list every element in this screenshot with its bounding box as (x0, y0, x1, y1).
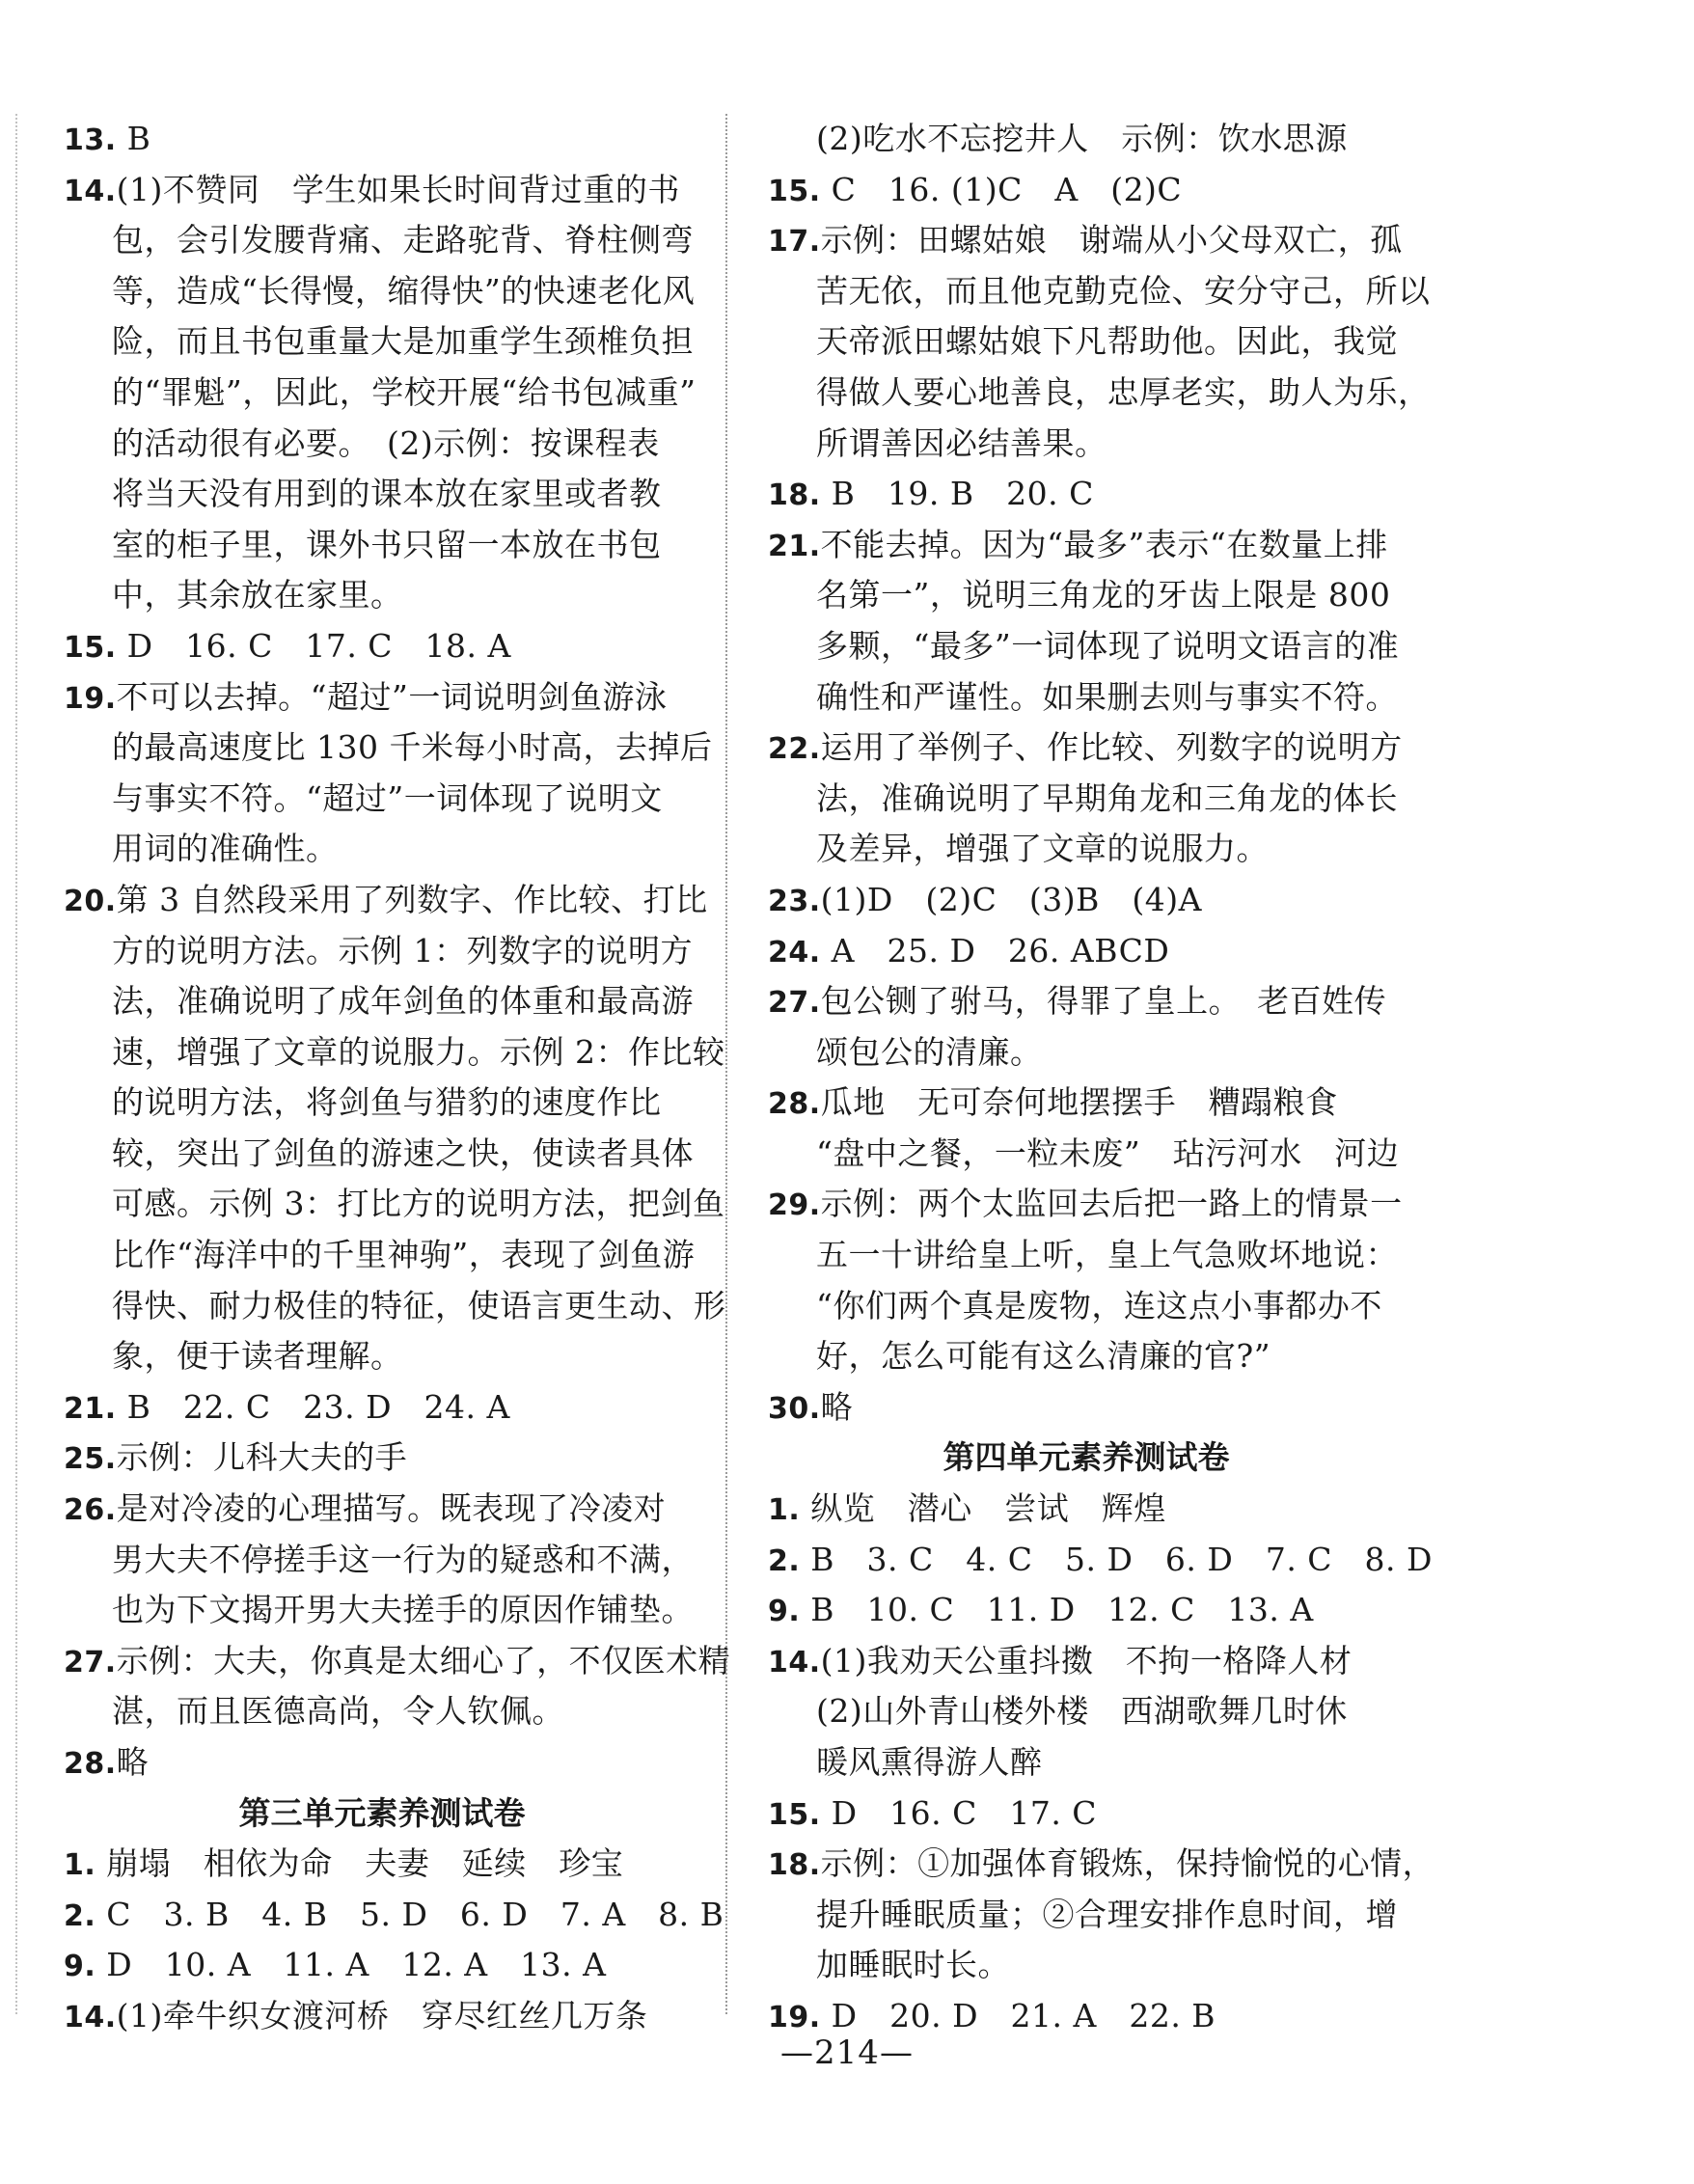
answer-text: (1)我劝天公重抖擞 不拘一格降人材 (820, 1641, 1352, 1679)
answer-text: 的“罪魁”，因此，学校开展“给书包减重” (112, 372, 697, 411)
answer-text: 所谓善因必结善果。 (816, 423, 1107, 462)
answer-line (64, 672, 700, 723)
answer-text: 确性和严谨性。如果删去则与事实不符。 (816, 677, 1398, 716)
answer-text: 湛，而且医德高尚，令人钦佩。 (112, 1692, 564, 1731)
answer-continuation (64, 215, 700, 266)
question-number: 14. (768, 1645, 821, 1679)
left-margin-rule (15, 114, 17, 2014)
answer-text: 象，便于读者理解。 (112, 1337, 403, 1376)
answer-continuation (768, 1737, 1405, 1788)
question-number: 14. (64, 2000, 117, 2034)
question-number: 9. (64, 1950, 96, 1984)
answer-text: 崩塌 相依为命 夫妻 延续 珍宝 (96, 1844, 624, 1883)
answer-text: 室的柜子里，课外书只留一本放在书包 (112, 525, 662, 563)
answer-text: C 3. B 4. B 5. D 6. D 7. A 8. B (96, 1895, 724, 1933)
question-number: 17. (768, 225, 821, 259)
answer-continuation (64, 1686, 700, 1737)
answer-text: 法，准确说明了早期角龙和三角龙的体长 (816, 778, 1398, 817)
answer-line (768, 723, 1405, 774)
answer-text: 好，怎么可能有这么清廉的官?” (816, 1337, 1271, 1376)
answer-continuation (64, 419, 700, 470)
question-number: 27. (64, 1645, 117, 1679)
answer-line (64, 1433, 700, 1484)
answer-text: 男大夫不停搓手这一行为的疑惑和不满， (112, 1540, 694, 1578)
answer-continuation (64, 1179, 725, 1230)
answer-text: 得做人要心地善良，忠厚老实，助人为乐， (816, 372, 1431, 411)
section-heading: 第四单元素养测试卷 (943, 1438, 1230, 1477)
answer-continuation (64, 1230, 700, 1281)
answer-text: 得快、耐力极佳的特征，使语言更生动、形 (112, 1286, 726, 1324)
answer-continuation (64, 1281, 726, 1332)
answer-text: D 10. A 11. A 12. A 13. A (96, 1946, 607, 1984)
answer-text: A 25. D 26. ABCD (820, 931, 1170, 969)
answer-continuation (64, 926, 700, 977)
question-number: 15. (64, 630, 117, 665)
question-number: 18. (768, 478, 821, 513)
answer-continuation (64, 824, 700, 875)
question-number: 2. (768, 1543, 801, 1578)
answer-continuation (64, 1585, 700, 1636)
answer-continuation (768, 316, 1405, 368)
question-number: 21. (64, 1391, 117, 1426)
answer-text: 速，增强了文章的说服力。示例 2：作比较 (112, 1032, 725, 1071)
answer-text: 第 3 自然段采用了列数字、作比较、打比 (116, 880, 708, 918)
answer-line (768, 1585, 1405, 1636)
question-number: 27. (768, 986, 821, 1021)
answer-text: 示例：大夫，你真是太细心了，不仅医术精 (116, 1641, 731, 1679)
answer-text: 的活动很有必要。 (2)示例：按课程表 (112, 423, 660, 462)
answer-continuation (768, 1890, 1405, 1941)
answer-line (768, 976, 1405, 1027)
answer-continuation (768, 266, 1431, 317)
answer-text: 较，突出了剑鱼的游速之快，使读者具体 (112, 1133, 694, 1172)
answer-text: 提升睡眠质量；②合理安排作息时间，增 (816, 1895, 1398, 1933)
answer-line (768, 1078, 1405, 1129)
question-number: 15. (768, 174, 821, 208)
question-number: 23. (768, 884, 821, 918)
answer-continuation (768, 419, 1405, 470)
answer-continuation (768, 570, 1405, 621)
answer-text: 多颗，“最多”一词体现了说明文语言的准 (816, 626, 1400, 665)
question-number: 13. (64, 123, 117, 157)
column-divider (725, 114, 727, 2014)
answer-line (64, 1636, 731, 1687)
answer-line (768, 1788, 1405, 1840)
answer-text: B (116, 120, 151, 157)
answer-continuation (768, 1686, 1405, 1737)
answer-line (768, 1484, 1405, 1535)
answer-text: 中，其余放在家里。 (112, 576, 403, 614)
question-number: 1. (768, 1493, 801, 1528)
question-number: 20. (64, 884, 117, 918)
question-number: 29. (768, 1188, 821, 1223)
answer-text: 示例：①加强体育锻炼，保持愉悦的心情， (820, 1844, 1435, 1883)
answer-line (64, 1839, 700, 1890)
answer-line (768, 215, 1405, 266)
answer-text: B 22. C 23. D 24. A (116, 1387, 510, 1426)
answer-text: 包，会引发腰背痛、走路驼背、脊柱侧弯 (112, 221, 694, 259)
answer-text: 天帝派田螺姑娘下凡帮助他。因此，我觉 (816, 322, 1398, 361)
answer-text: B 19. B 20. C (820, 475, 1094, 513)
answer-continuation (64, 469, 700, 520)
answer-text: 将当天没有用到的课本放在家里或者教 (112, 475, 662, 513)
answer-continuation (768, 1940, 1405, 1991)
left-column (64, 114, 731, 2042)
answer-text: 颂包公的清廉。 (816, 1032, 1043, 1071)
question-number: 30. (768, 1391, 821, 1426)
answer-text: 包公铡了驸马，得罪了皇上。 老百姓传 (820, 982, 1387, 1021)
question-number: 21. (768, 529, 821, 563)
answer-text: 示例：儿科大夫的手 (116, 1438, 408, 1477)
answer-continuation (64, 1078, 700, 1129)
answer-text: 险，而且书包重量大是加重学生颈椎负担 (112, 322, 694, 361)
answer-text: B 3. C 4. C 5. D 6. D 7. C 8. D (800, 1540, 1433, 1578)
question-number: 19. (768, 2000, 821, 2034)
answer-line (64, 1382, 700, 1433)
answer-continuation (768, 1331, 1405, 1382)
question-number: 18. (768, 1848, 821, 1883)
question-number: 25. (64, 1442, 117, 1477)
question-number: 28. (64, 1747, 117, 1781)
answer-line (768, 1179, 1405, 1230)
answer-text: (1)D (2)C (3)B (4)A (820, 880, 1202, 918)
answer-text: 方的说明方法。示例 1：列数字的说明方 (112, 931, 693, 969)
answer-text: 示例：两个太监回去后把一路上的情景一 (820, 1185, 1403, 1223)
answer-line (768, 469, 1405, 520)
answer-line (768, 875, 1405, 926)
answer-text: 法，准确说明了成年剑鱼的体重和最高游 (112, 982, 694, 1021)
question-number: 24. (768, 935, 821, 969)
answer-text: 也为下文揭开男大夫搓手的原因作铺垫。 (112, 1591, 694, 1629)
section-heading: 第三单元素养测试卷 (238, 1793, 526, 1832)
answer-line (64, 1940, 700, 1991)
answer-line (64, 1484, 700, 1535)
answer-line (64, 1737, 700, 1788)
answer-line (64, 875, 708, 926)
answer-text: D 16. C 17. C 18. A (116, 626, 511, 665)
answer-text: 纵览 潜心 尝试 辉煌 (800, 1489, 1166, 1528)
answer-text: 及差异，增强了文章的说服力。 (816, 830, 1269, 868)
answer-text: 略 (116, 1743, 150, 1781)
question-number: 9. (768, 1595, 801, 1629)
answer-continuation (768, 1281, 1405, 1332)
answer-text: D 16. C 17. C (820, 1793, 1098, 1832)
page-number: —214— (780, 2034, 914, 2072)
answer-text: 的说明方法，将剑鱼与猎豹的速度作比 (112, 1083, 662, 1122)
answer-text: 加睡眠时长。 (816, 1946, 1010, 1984)
answer-text: (2)吃水不忘挖井人 示例：饮水思源 (816, 120, 1348, 157)
answer-text: 示例：田螺姑娘 谢端从小父母双亡，孤 (820, 221, 1403, 259)
answer-continuation (64, 570, 700, 621)
answer-line (768, 1636, 1405, 1687)
answer-text: 与事实不符。“超过”一词体现了说明文 (112, 778, 663, 817)
answer-text: 比作“海洋中的千里神驹”，表现了剑鱼游 (112, 1236, 696, 1274)
answer-continuation (64, 1331, 700, 1382)
answer-text: (2)山外青山楼外楼 西湖歌舞几时休 (816, 1692, 1348, 1731)
answer-continuation (64, 723, 713, 774)
question-number: 28. (768, 1087, 821, 1122)
answer-continuation (768, 1129, 1405, 1180)
answer-text: 略 (820, 1387, 854, 1426)
answer-continuation (768, 621, 1405, 672)
answer-line (64, 621, 700, 672)
answer-text: 暖风熏得游人醉 (816, 1743, 1043, 1781)
answer-line (768, 1382, 1405, 1433)
question-number: 26. (64, 1493, 117, 1528)
answer-continuation (64, 774, 700, 825)
answer-text: 五一十讲给皇上听，皇上气急败坏地说： (816, 1236, 1398, 1274)
right-column (768, 114, 1435, 2042)
answer-text: 的最高速度比 130 千米每小时高，去掉后 (112, 728, 713, 767)
question-number: 22. (768, 732, 821, 767)
answer-text: 苦无依，而且他克勤克俭、安分守己，所以 (816, 271, 1431, 310)
answer-continuation (64, 1027, 725, 1078)
answer-text: (1)不赞同 学生如果长时间背过重的书 (116, 170, 680, 208)
question-number: 2. (64, 1898, 96, 1933)
answer-text: (1)牵牛织女渡河桥 穿尽红丝几万条 (116, 1996, 648, 2034)
answer-continuation (768, 1027, 1405, 1078)
answer-text: 名第一”，说明三角龙的牙齿上限是 800 (816, 576, 1391, 614)
answer-line (768, 520, 1405, 571)
answer-line (64, 1890, 724, 1941)
answer-continuation (768, 672, 1405, 723)
answer-text: 不能去掉。因为“最多”表示“在数量上排 (820, 525, 1388, 563)
answer-line (768, 1535, 1433, 1586)
answer-line (768, 1839, 1435, 1890)
answer-text: 是对冷凌的心理描写。既表现了冷凌对 (116, 1489, 667, 1528)
answer-text: 不可以去掉。“超过”一词说明剑鱼游泳 (116, 677, 668, 716)
answer-line (64, 165, 700, 216)
answer-line (768, 165, 1405, 216)
question-number: 15. (768, 1797, 821, 1832)
answer-continuation (768, 824, 1405, 875)
question-number: 19. (64, 681, 117, 716)
answer-continuation (64, 1129, 700, 1180)
answer-continuation (64, 520, 700, 571)
answer-continuation (64, 316, 700, 368)
answer-continuation (64, 976, 700, 1027)
answer-continuation (768, 368, 1431, 419)
answer-continuation (64, 266, 700, 317)
answer-continuation (768, 1230, 1405, 1281)
answer-text: “你们两个真是废物，连这点小事都办不 (816, 1286, 1382, 1324)
answer-text: “盘中之餐，一粒未废” 玷污河水 河边 (816, 1133, 1400, 1172)
question-number: 1. (64, 1848, 96, 1883)
answer-text: 运用了举例子、作比较、列数字的说明方 (820, 728, 1403, 767)
answer-text: 用词的准确性。 (112, 830, 339, 868)
answer-text: 可感。示例 3：打比方的说明方法，把剑鱼 (112, 1185, 725, 1223)
answer-text: D 20. D 21. A 22. B (820, 1996, 1216, 2034)
answer-text: 等，造成“长得慢，缩得快”的快速老化风 (112, 271, 696, 310)
answer-text: B 10. C 11. D 12. C 13. A (800, 1591, 1314, 1629)
answer-text: C 16. (1)C A (2)C (820, 170, 1183, 208)
answer-text: 瓜地 无可奈何地摆摆手 糟蹋粮食 (820, 1083, 1338, 1122)
answer-continuation (768, 774, 1405, 825)
question-number: 14. (64, 174, 117, 208)
answer-continuation (64, 1535, 700, 1586)
answer-line (768, 926, 1405, 977)
answer-continuation (64, 368, 700, 419)
answer-continuation (768, 114, 1405, 165)
answer-line (64, 114, 700, 165)
